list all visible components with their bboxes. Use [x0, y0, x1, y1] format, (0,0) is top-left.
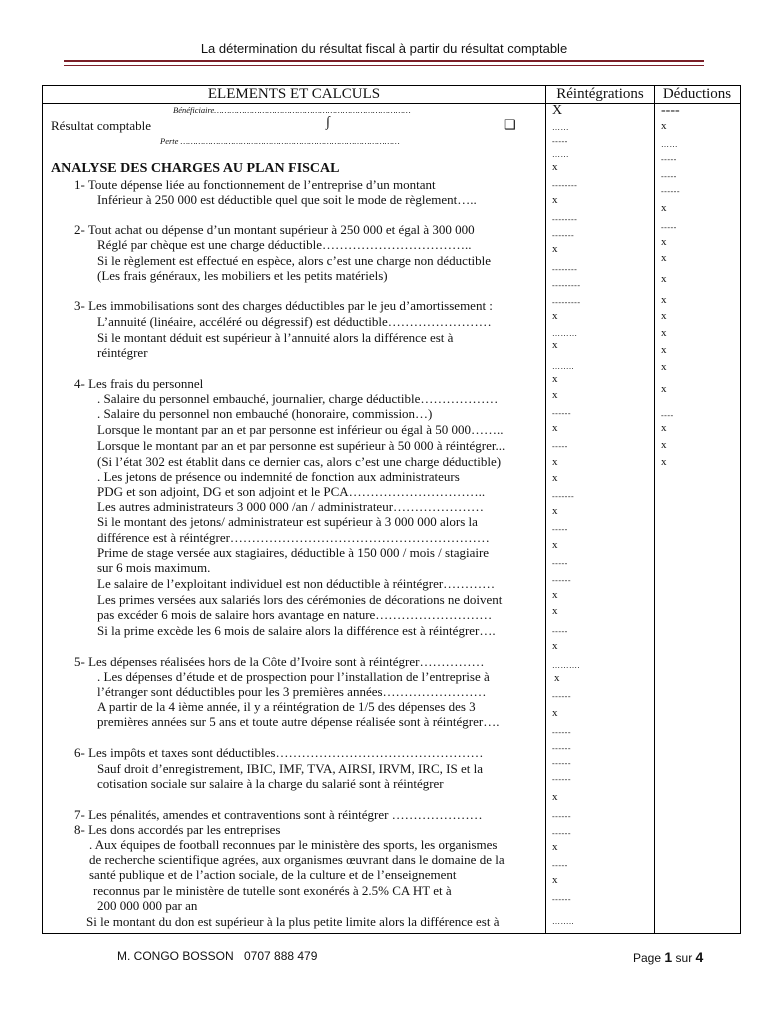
table-text-line: ❑	[504, 117, 516, 132]
reintegration-mark: x	[552, 505, 558, 517]
table-text-line: 2- Tout achat ou dépense d’un montant supérieur à 250 000 et égal à 300 000	[74, 222, 475, 237]
table-text-line: . Salaire du personnel non embauché (honoraire, commission…)	[97, 406, 433, 421]
table-text-line: sur 6 mois maximum.	[97, 560, 211, 575]
reintegration-mark: ………	[552, 329, 578, 338]
table-text-line: Si le montant des jetons/ administrateur est supérieur à 3 000 000 alors la	[97, 514, 478, 529]
reintegration-mark: x	[552, 456, 558, 468]
reintegration-mark: -----	[552, 627, 568, 636]
table-text-line: santé publique et de l’action sociale, de la culture et de l’enseignement	[89, 867, 457, 882]
reintegration-mark: ------	[552, 812, 571, 821]
deduction-mark: x	[661, 236, 667, 248]
table-text-line: différence est à réintégrer……………………………………………………	[97, 530, 490, 545]
table-text-line: L’annuité (linéaire, accéléré ou dégressif) est déductible……………………	[97, 314, 492, 329]
deduction-mark: x	[661, 439, 667, 451]
deduction-mark: x	[661, 344, 667, 356]
reintegration-mark: ------	[552, 895, 571, 904]
deduction-mark: x	[661, 327, 667, 339]
table-text-line: A partir de la 4 ième année, il y a réintégration de 1/5 des dépenses des 3	[97, 699, 476, 714]
reintegration-mark: x	[552, 339, 558, 351]
header-rule-thick	[64, 60, 704, 62]
reintegration-mark: x	[552, 874, 558, 886]
reintegration-mark: ------	[552, 744, 571, 753]
reintegration-mark: ------	[552, 692, 571, 701]
deduction-mark: ------	[661, 187, 680, 196]
reintegration-mark: x	[552, 539, 558, 551]
reintegration-mark: ---------	[552, 281, 581, 290]
deduction-mark: -----	[661, 155, 677, 164]
table-text-line: Sauf droit d’enregistrement, IBIC, IMF, TVA, AIRSI, IRVM, IRC, IS et la	[97, 761, 483, 776]
table-text-line: PDG et son adjoint, DG et son adjoint et le PCA…………………………..	[97, 484, 486, 499]
footer-page-label: Page	[633, 951, 662, 965]
deduction-mark: x	[661, 383, 667, 395]
table-text-line: 1- Toute dépense liée au fonctionnement de l’entreprise d’un montant	[74, 177, 436, 192]
deduction-mark: ----	[661, 411, 674, 420]
column-header-deductions: Déductions	[662, 86, 732, 102]
reintegration-mark: --------	[552, 181, 578, 190]
reintegration-mark: ---------	[552, 298, 581, 307]
reintegration-mark: ------	[552, 728, 571, 737]
deduction-mark: x	[661, 361, 667, 373]
reintegration-mark: ……..	[552, 917, 574, 926]
reintegration-mark: x	[552, 243, 558, 255]
footer-page-number: 1	[664, 949, 673, 965]
deduction-mark: ----	[661, 103, 680, 118]
table-text-line: reconnus par le ministère de tutelle sont exonérés à 2.5% CA HT et à	[93, 883, 452, 898]
table-text-line: premières années sur 5 ans et toute autre dépense réalisée sont à réintégrer….	[97, 714, 500, 729]
table-text-line: de recherche scientifique agrées, aux organismes œuvrant dans le domaine de la	[89, 852, 505, 867]
table-text-line: Bénéficiaire……………………………………………………………………	[173, 105, 411, 115]
reintegration-mark: x	[552, 841, 558, 853]
table-text-line: Lorsque le montant par an et par personne est supérieur à 50 000 à réintégrer...	[97, 438, 506, 453]
reintegration-mark: -------	[552, 492, 575, 501]
footer-phone: 0707 888 479	[244, 949, 318, 963]
footer-page-indicator	[633, 949, 703, 965]
table-text-line: 4- Les frais du personnel	[74, 376, 204, 391]
reintegration-mark: x	[552, 605, 558, 617]
reintegration-mark: x	[552, 373, 558, 385]
reintegration-mark: x	[552, 589, 558, 601]
column-divider-reint	[545, 85, 546, 934]
reintegration-mark: -----	[552, 442, 568, 451]
deduction-mark: x	[661, 294, 667, 306]
reintegration-mark: ……	[552, 123, 569, 132]
table-text-line: Lorsque le montant par an et par personne est inférieur ou égal à 50 000……..	[97, 422, 504, 437]
reintegration-mark: --------	[552, 215, 578, 224]
table-text-line: ANALYSE DES CHARGES AU PLAN FISCAL	[51, 161, 340, 176]
reintegration-mark: --------	[552, 265, 578, 274]
table-text-line: Le salaire de l’exploitant individuel est non déductible à réintégrer…………	[97, 576, 496, 591]
footer-page-total: 4	[695, 949, 704, 965]
reintegration-mark: ……….	[552, 661, 580, 670]
table-text-line: Inférieur à 250 000 est déductible quel que soit le mode de règlement…..	[97, 192, 477, 207]
footer-author: M. CONGO BOSSON	[117, 949, 234, 963]
reintegration-mark: x	[552, 422, 558, 434]
table-text-line: Réglé par chèque est une charge déductible……………………………..	[97, 237, 472, 252]
table-text-line: Prime de stage versée aux stagiaires, déductible à 150 000 / mois / stagiaire	[97, 545, 490, 560]
column-header-reintegrations: Réintégrations	[556, 86, 644, 102]
table-text-line: 200 000 000 par an	[97, 898, 198, 913]
table-text-line: Les autres administrateurs 3 000 000 /an / administrateur…………………	[97, 499, 485, 514]
table-text-line: . Les jetons de présence ou indemnité de fonction aux administrateurs	[97, 469, 460, 484]
table-text-line: 7- Les pénalités, amendes et contraventions sont à réintégrer …………………	[74, 807, 483, 822]
reintegration-mark: ……..	[552, 362, 574, 371]
reintegration-mark: ……	[552, 150, 569, 159]
deduction-mark: x	[661, 422, 667, 434]
reintegration-mark: ------	[552, 576, 571, 585]
reintegration-mark: ------	[552, 829, 571, 838]
reintegration-mark: ------	[552, 409, 571, 418]
table-text-line: réintégrer	[97, 345, 148, 360]
page-header-title: La détermination du résultat fiscal à partir du résultat comptable	[200, 41, 568, 56]
table-text-line: Résultat comptable	[51, 118, 152, 133]
table-text-line: ∫	[326, 115, 330, 130]
reintegration-mark: x	[552, 707, 558, 719]
reintegration-mark: x	[552, 194, 558, 206]
table-text-line: . Les dépenses d’étude et de prospection pour l’installation de l’entreprise à	[97, 669, 490, 684]
table-text-line: Perte ……………………………………………………………………………	[160, 136, 400, 146]
deduction-mark: ……	[661, 140, 678, 149]
deduction-mark: x	[661, 273, 667, 285]
reintegration-mark: x	[552, 791, 558, 803]
table-text-line: Si la prime excède les 6 mois de salaire alors la différence est à réintégrer….	[97, 623, 496, 638]
deduction-mark: x	[661, 120, 667, 132]
table-text-line: pas excéder 6 mois de salaire hors avantage en nature………………………	[97, 607, 493, 622]
table-text-line: 8- Les dons accordés par les entreprises	[74, 822, 281, 837]
reintegration-mark: x	[552, 161, 558, 173]
reintegration-mark: x	[552, 472, 558, 484]
table-text-line: Si le montant déduit est supérieur à l’annuité alors la différence est à	[97, 330, 454, 345]
table-text-line: Si le règlement est effectué en espèce, alors c’est une charge non déductible	[97, 253, 492, 268]
deduction-mark: -----	[661, 172, 677, 181]
table-text-line: 3- Les immobilisations sont des charges déductibles par le jeu d’amortissement :	[74, 298, 493, 313]
reintegration-mark: ------	[552, 759, 571, 768]
reintegration-mark: x	[552, 310, 558, 322]
table-text-line: l’étranger sont déductibles pour les 3 premières années……………………	[97, 684, 487, 699]
table-text-line: . Aux équipes de football reconnues par le ministère des sports, les organismes	[89, 837, 498, 852]
header-rule-thin	[64, 65, 704, 66]
reintegration-mark: -----	[552, 861, 568, 870]
reintegration-mark: X	[552, 103, 563, 118]
deduction-mark: x	[661, 310, 667, 322]
column-header-elements: ELEMENTS ET CALCULS	[207, 86, 381, 102]
deduction-mark: -----	[661, 223, 677, 232]
deduction-mark: x	[661, 202, 667, 214]
table-text-line: . Salaire du personnel embauché, journalier, charge déductible………………	[97, 391, 499, 406]
reintegration-mark: -------	[552, 231, 575, 240]
reintegration-mark: x	[554, 672, 560, 684]
table-text-line: 6- Les impôts et taxes sont déductibles…………………………………………	[74, 745, 484, 760]
table-text-line: cotisation sociale sur salaire à la charge du salarié sont à réintégrer	[97, 776, 444, 791]
reintegration-mark: -----	[552, 525, 568, 534]
table-text-line: 5- Les dépenses réalisées hors de la Côte d’Ivoire sont à réintégrer……………	[74, 654, 485, 669]
table-text-line: Si le montant du don est supérieur à la plus petite limite alors la différence est à	[86, 914, 500, 929]
table-text-line: Les primes versées aux salariés lors des cérémonies de décorations ne doivent	[97, 592, 503, 607]
reintegration-mark: x	[552, 389, 558, 401]
deduction-mark: x	[661, 252, 667, 264]
table-text-line: (Si l’état 302 est établit dans ce dernier cas, alors c’est une charge déductible)	[97, 454, 502, 469]
table-text-line: (Les frais généraux, les mobiliers et les petits matériels)	[97, 268, 388, 283]
reintegration-mark: ------	[552, 775, 571, 784]
reintegration-mark: x	[552, 640, 558, 652]
column-divider-deduc	[654, 85, 655, 934]
reintegration-mark: -----	[552, 559, 568, 568]
reintegration-mark: -----	[552, 137, 568, 146]
deduction-mark: x	[661, 456, 667, 468]
footer-page-sep: sur	[675, 951, 693, 965]
